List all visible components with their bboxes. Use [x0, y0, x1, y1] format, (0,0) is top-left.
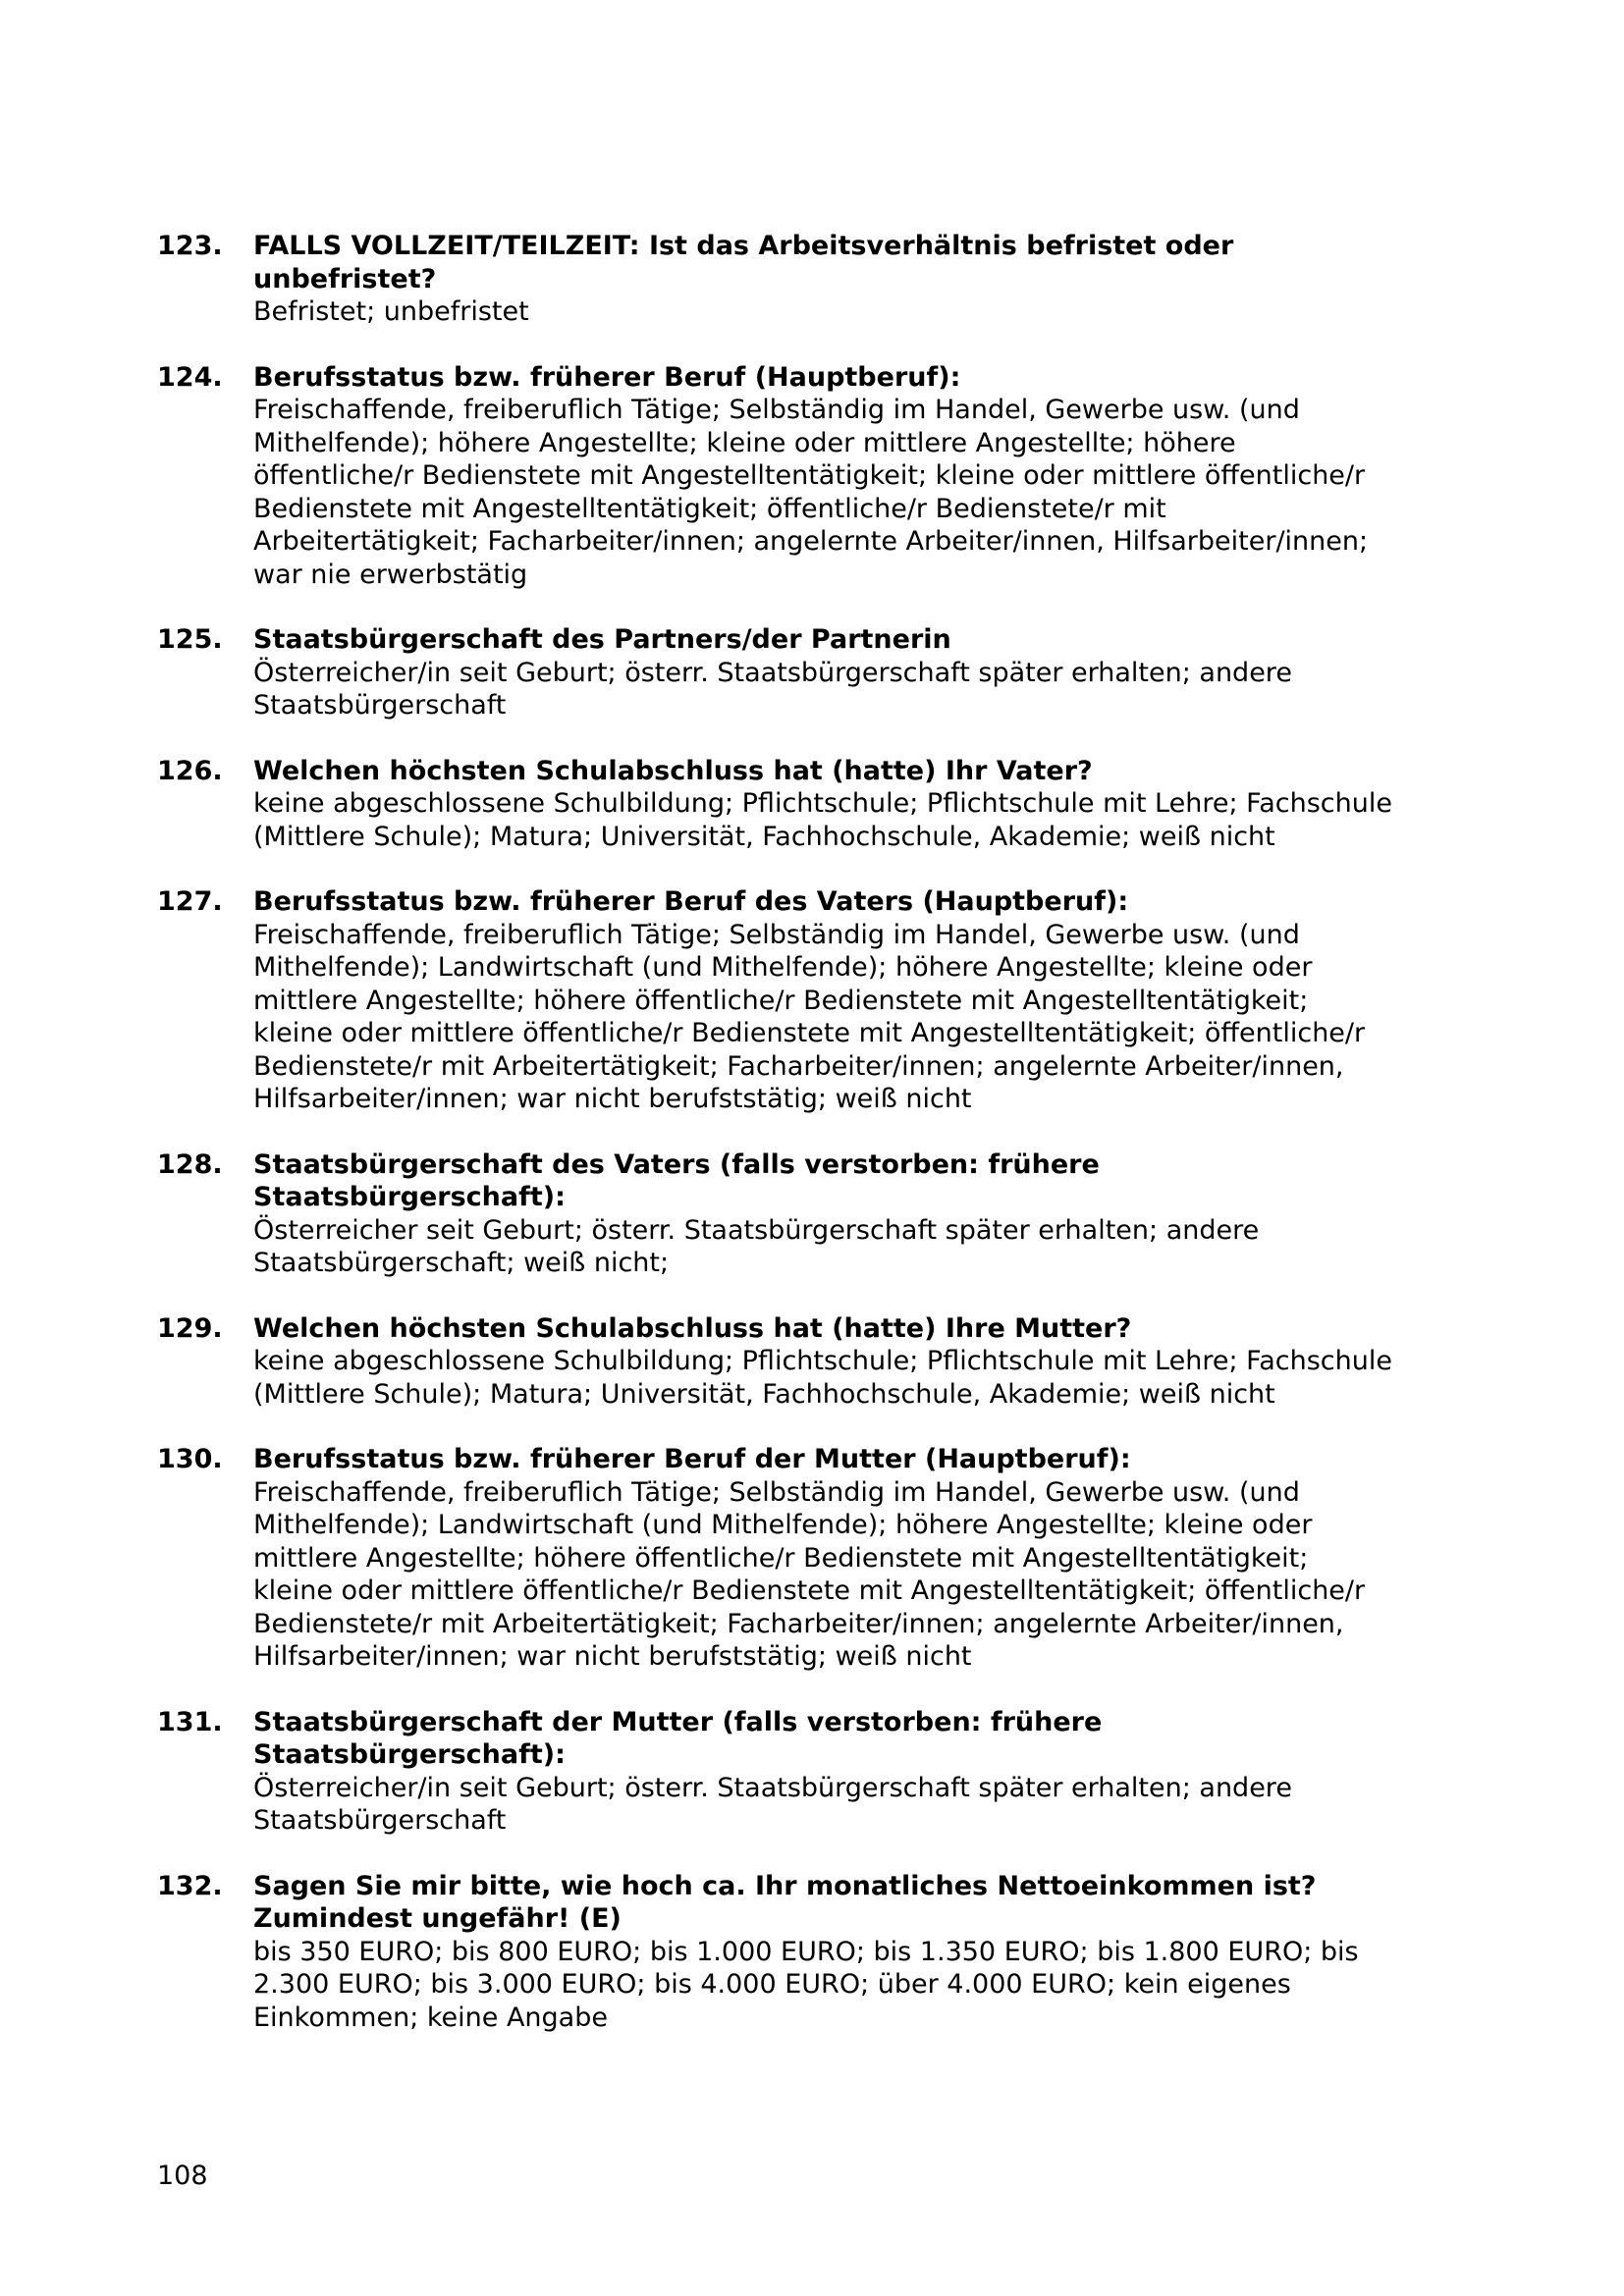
- question-item-125: [157, 623, 1453, 722]
- answer-options: Befristet; unbefristet: [253, 296, 529, 327]
- answer-options: Freischaffende, freiberuflich Tätige; Selbständig im Handel, Gewerbe usw. (und Mithelfende); höhere Angestellte; kleine oder mittlere Angestellte; höhere öffentliche/r Bedienstete mit Angestelltentätigkeit; kleine oder mittlere öffentliche/r Bedienstete mit Angestelltentätigkeit; öffentliche/r Bedienstete/r mit Arbeitertätigkeit; Facharbeiter/innen; angelernte Arbeiter/innen, Hilfsarbeiter/innen; war nie erwerbstätig: [253, 395, 1369, 590]
- question-content: [253, 1443, 1453, 1674]
- page-number: 108: [157, 2161, 208, 2191]
- answer-options: Freischaffende, freiberuflich Tätige; Selbständig im Handel, Gewerbe usw. (und Mithelfende); Landwirtschaft (und Mithelfende); höhere Angestellte; kleine oder mittlere Angestellte; höhere öffentliche/r Bedienstete mit Angestelltentätigkeit; kleine oder mittlere öffentliche/r Bedienstete mit Angestelltentätigkeit; öffentliche/r Bedienstete/r mit Arbeitertätigkeit; Facharbeiter/innen; angelernte Arbeiter/innen, Hilfsarbeiter/innen; war nicht berufststätig; weiß nicht: [253, 919, 1366, 1114]
- question-content: [253, 230, 1453, 329]
- answer-options: keine abgeschlossene Schulbildung; Pflichtschule; Pflichtschule mit Lehre; Fachschule (Mittlere Schule); Matura; Universität, Fachhochschule, Akademie; weiß nicht: [253, 788, 1392, 852]
- question-item-132: [157, 1870, 1453, 2035]
- question-content: [253, 361, 1453, 592]
- question-text: Welchen höchsten Schulabschluss hat (hatte) Ihre Mutter?: [253, 1312, 1132, 1344]
- question-text: FALLS VOLLZEIT/TEILZEIT: Ist das Arbeitsverhältnis befristet oder unbefristet?: [253, 231, 1234, 294]
- question-content: [253, 1312, 1453, 1412]
- question-item-123: [157, 230, 1453, 329]
- question-number: 124.: [157, 361, 223, 393]
- question-text: Sagen Sie mir bitte, wie hoch ca. Ihr monatliches Nettoeinkommen ist? Zumindest ungefähr! (E): [253, 1870, 1317, 1934]
- question-content: [253, 1706, 1453, 1838]
- question-number: 129.: [157, 1312, 223, 1344]
- question-content: [253, 1870, 1453, 2035]
- answer-options: Österreicher/in seit Geburt; österr. Staatsbürgerschaft später erhalten; andere Staatsbürgerschaft: [253, 1772, 1292, 1836]
- question-content: [253, 755, 1453, 854]
- question-number: 123.: [157, 231, 223, 261]
- question-text: Berufsstatus bzw. früherer Beruf des Vaters (Hauptberuf):: [253, 886, 1129, 917]
- question-item-126: [157, 755, 1453, 854]
- answer-options: keine abgeschlossene Schulbildung; Pflichtschule; Pflichtschule mit Lehre; Fachschule (Mittlere Schule); Matura; Universität, Fachhochschule, Akademie; weiß nicht: [253, 1346, 1392, 1410]
- question-item-128: [157, 1148, 1453, 1280]
- question-text: Berufsstatus bzw. früherer Beruf der Mutter (Hauptberuf):: [253, 1444, 1131, 1474]
- question-number: 126.: [157, 755, 223, 786]
- question-content: [253, 1148, 1453, 1280]
- question-content: [253, 885, 1453, 1116]
- question-item-130: [157, 1443, 1453, 1674]
- question-number: 132.: [157, 1870, 223, 1901]
- question-number: 130.: [157, 1444, 223, 1474]
- question-item-124: [157, 361, 1453, 592]
- question-text: Staatsbürgerschaft des Vaters (falls verstorben: frühere Staatsbürgerschaft):: [253, 1148, 1100, 1212]
- question-item-127: [157, 885, 1453, 1116]
- question-item-129: [157, 1312, 1453, 1412]
- question-text: Staatsbürgerschaft der Mutter (falls verstorben: frühere Staatsbürgerschaft):: [253, 1706, 1103, 1770]
- question-item-131: [157, 1706, 1453, 1838]
- question-text: Staatsbürgerschaft des Partners/der Partnerin: [253, 624, 951, 655]
- answer-options: Freischaffende, freiberuflich Tätige; Selbständig im Handel, Gewerbe usw. (und Mithelfende); Landwirtschaft (und Mithelfende); höhere Angestellte; kleine oder mittlere Angestellte; höhere öffentliche/r Bedienstete mit Angestelltentätigkeit; kleine oder mittlere öffentliche/r Bedienstete mit Angestelltentätigkeit; öffentliche/r Bedienstete/r mit Arbeitertätigkeit; Facharbeiter/innen; angelernte Arbeiter/innen, Hilfsarbeiter/innen; war nicht berufststätig; weiß nicht: [253, 1476, 1366, 1672]
- question-number: 125.: [157, 624, 223, 655]
- answer-options: Österreicher/in seit Geburt; österr. Staatsbürgerschaft später erhalten; andere Staatsbürgerschaft: [253, 657, 1292, 721]
- question-text: Welchen höchsten Schulabschluss hat (hatte) Ihr Vater?: [253, 755, 1093, 786]
- question-number: 128.: [157, 1148, 223, 1180]
- question-number: 131.: [157, 1706, 223, 1737]
- question-number: 127.: [157, 886, 223, 917]
- answer-options: bis 350 EURO; bis 800 EURO; bis 1.000 EURO; bis 1.350 EURO; bis 1.800 EURO; bis 2.300 EURO; bis 3.000 EURO; bis 4.000 EURO; über 4.000 EURO; kein eigenes Einkommen; keine Angabe: [253, 1936, 1359, 2033]
- questionnaire-page: [157, 230, 1453, 2066]
- question-text: Berufsstatus bzw. früherer Beruf (Hauptberuf):: [253, 361, 961, 393]
- question-content: [253, 623, 1453, 722]
- answer-options: Österreicher seit Geburt; österr. Staatsbürgerschaft später erhalten; andere Staatsbürgerschaft; weiß nicht;: [253, 1214, 1260, 1278]
